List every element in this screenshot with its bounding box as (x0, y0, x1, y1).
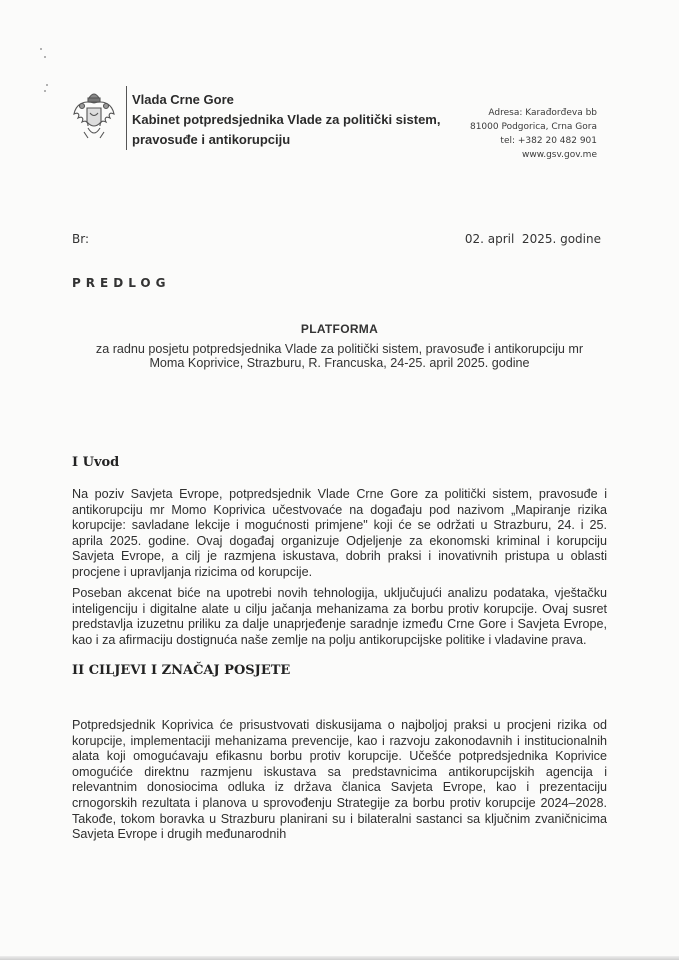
document-status: PREDLOG (72, 276, 171, 290)
subtitle-line-1: za radnu posjetu potpredsjednika Vlade za politički sistem, pravosuđe i antikorupciju mr (95, 342, 584, 356)
section-heading-intro: I Uvod (72, 455, 120, 470)
cabinet-name-line-2: pravosuđe i antikorupciju (132, 132, 291, 147)
cabinet-name-line-1: Kabinet potpredsjednika Vlade za politički sistem, (132, 112, 441, 127)
header-divider (126, 86, 127, 150)
section-heading-goals: II CILJEVI I ZNAČAJ POSJETE (72, 663, 291, 678)
paragraph: Poseban akcenat biće na upotrebi novih tehnologija, uključujući analizu podataka, vještačku inteligenciju i digitalne alate u cilju jačanja mehanizama za borbu protiv korupcije. Ovaj susret predstavlja izuzetnu priliku za dalje unaprjeđenje saradnje između Crne Gore i Savjeta Evrope, kao i za afirmaciju dostignuća naše zemlje na polju antikorupcijske politike i vladavine prava. (72, 586, 607, 647)
document-subtitle (60, 342, 619, 370)
contact-block (470, 106, 597, 162)
subtitle-line-2: Moma Koprivice, Strazburu, R. Francuska, 24-25. april 2025. godine (149, 356, 530, 370)
paragraph: Na poziv Savjeta Evrope, potpredsjednik Vlade Crne Gore za politički sistem, pravosuđe i antikorupciju mr Momo Koprivica učestvovaće na događaju pod nazivom „Mapiranje rizika korupcije: savladane lekcije i mogućnosti primjene" koji će se održati u Strazburu, 24. i 25. aprila 2025. godine. Ovaj događaj organizuje Odjeljenje za ekonomski kriminal i korupciju Savjeta Evrope, a cilj je razmjena iskustava, dobrih praksi i inovativnih pristupa u oblasti procjene i upravljanja rizicima od korupcije. (72, 487, 607, 579)
address: Adresa: Karađorđeva bb (488, 108, 597, 118)
scan-specks (38, 46, 52, 96)
paragraph: Potpredsjednik Koprivica će prisustvovati diskusijama o najboljoj praksi u procjeni rizika od korupcije, implementaciji mehanizama prevencije, kao i razvoju zakonodavnih i institucionalnih alata koji omogućavaju efikasnu borbu protiv korupcije. Učešće potpredsjednika Koprivice omogućiće direktnu razmjenu iskustava sa predstavnicima antikorupcijskih agencija i relevantnim donosiocima odluka iz država članica Savjeta Evrope, kao i prezentaciju crnogorskih rezultata i planova u sprovođenju Strategije za borbu protiv korupcije 2024–2028. Takođe, tokom boravka u Strazburu planirani su i bilateralni sastanci sa ključnim zvaničnicima Savjeta Evrope i drugih međunarodnih (72, 718, 607, 842)
city: 81000 Podgorica, Crna Gora (469, 122, 597, 132)
phone: tel: +382 20 482 901 (500, 136, 597, 146)
organization-block (132, 90, 440, 150)
document-title: PLATFORMA (300, 322, 379, 336)
title-block (60, 322, 619, 370)
reference-number-label: Br: (72, 232, 89, 246)
page-edge (0, 956, 679, 960)
document-date: 02. april 2025. godine (464, 232, 601, 246)
website-link[interactable]: www.gsv.gov.me (521, 150, 597, 160)
coat-of-arms-icon (70, 88, 118, 146)
org-name: Vlada Crne Gore (132, 92, 234, 107)
